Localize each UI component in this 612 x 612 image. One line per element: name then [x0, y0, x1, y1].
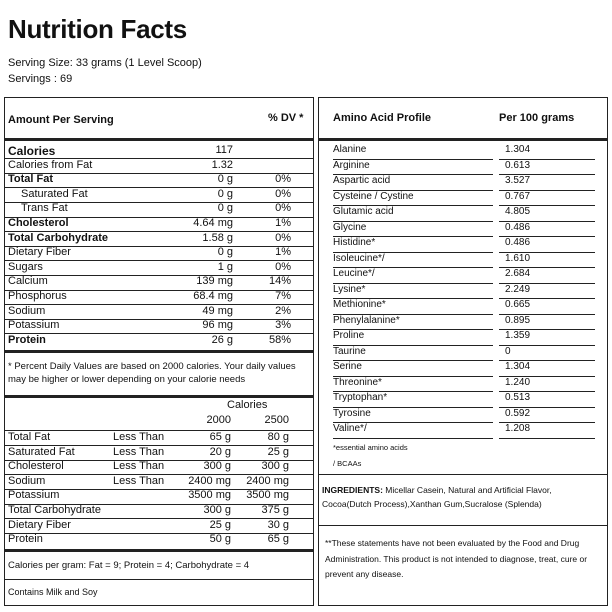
dv-table-bottom-divider — [5, 549, 313, 552]
amino-value-divider — [499, 438, 595, 439]
amino-acid-panel — [318, 97, 608, 606]
amino-value: 1.240 — [505, 376, 531, 388]
nutrient-value: 0 g — [217, 187, 233, 200]
nutrient-value: 49 mg — [202, 304, 233, 317]
allergen-divider — [5, 579, 313, 580]
amino-name: Valine*/ — [333, 423, 367, 434]
amino-value-divider — [499, 345, 595, 346]
nutrient-label: Total Carbohydrate — [8, 231, 109, 244]
amino-value: 0 — [505, 345, 511, 357]
dv-row-2500: 2400 mg — [246, 474, 289, 487]
nutrient-label: Saturated Fat — [21, 187, 88, 200]
nutrient-dv: 3% — [275, 319, 291, 332]
dv-row-label: Sodium — [8, 474, 46, 487]
nutrient-dv: 0% — [275, 173, 291, 186]
dv-row-label: Dietary Fiber — [8, 518, 71, 531]
dv-row-2000: 50 g — [209, 533, 231, 546]
amino-value: 1.610 — [505, 252, 531, 264]
amino-value: 1.304 — [505, 144, 531, 155]
dv-row-2000: 25 g — [209, 518, 231, 531]
per-100-grams-header: Per 100 grams — [499, 112, 575, 124]
amino-name: Tyrosine — [333, 407, 371, 419]
amino-value: 0.613 — [505, 159, 531, 171]
nutrient-value: 0 g — [217, 246, 233, 259]
amino-name: Lysine* — [333, 283, 366, 295]
amino-name: Phenylalanine* — [333, 314, 400, 326]
ingredients — [322, 483, 600, 511]
amino-value: 0.486 — [505, 221, 531, 233]
nutrient-dv: 7% — [275, 290, 291, 302]
nutrient-label: Protein — [8, 333, 46, 346]
nutrient-dv: 0% — [275, 202, 291, 215]
allergen-statement: Contains Milk and Soy — [8, 587, 98, 597]
notes-divider — [319, 474, 607, 475]
dv-row-label: Potassium — [8, 489, 60, 502]
amino-name: Aspartic acid — [333, 175, 391, 186]
dv-row-label: Saturated Fat — [8, 445, 75, 458]
dv-row-2000: 2400 mg — [188, 474, 231, 487]
nutrient-dv: 1% — [275, 217, 291, 229]
nutrient-label: Total Fat — [8, 173, 54, 186]
amino-value: 0.592 — [505, 407, 531, 419]
amino-value: 3.527 — [505, 175, 531, 186]
amino-name: Leucine*/ — [333, 268, 375, 279]
dv-col-2500: 2500 — [264, 414, 289, 426]
dv-row-label: Protein — [8, 533, 43, 546]
bcaa-note: / BCAAs — [333, 459, 362, 468]
nutrient-label: Calories from Fat — [8, 158, 93, 171]
nutrient-label: Dietary Fiber — [8, 246, 71, 259]
dv-row-qualifier: Less Than — [113, 474, 165, 487]
amount-per-serving-header: Amount Per Serving — [8, 114, 114, 126]
amino-name: Tryptophan* — [333, 392, 388, 403]
header-divider — [5, 138, 313, 141]
amino-value: 1.208 — [505, 423, 531, 434]
amino-name: Glycine — [333, 221, 367, 233]
nutrient-dv: 1% — [275, 246, 291, 259]
dv-row-2500: 300 g — [261, 460, 289, 473]
calories-per-gram: Calories per gram: Fat = 9; Protein = 4; Carbohydrate = 4 — [8, 560, 250, 571]
dv-footnote: * Percent Daily Values are based on 2000 calories. Your daily values may be higher or lower depending on your calorie needs — [8, 361, 296, 385]
dv-row-qualifier: Less Than — [113, 460, 165, 473]
nutrient-value: 117 — [215, 144, 233, 156]
amino-name: Arginine — [333, 159, 370, 171]
nutrient-value: 4.64 mg — [193, 217, 233, 229]
nutrient-label: Potassium — [8, 319, 60, 332]
nutrient-label: Phosphorus — [8, 290, 67, 302]
essential-note: *essential amino acids — [333, 443, 408, 452]
nutrient-dv: 0% — [275, 231, 291, 244]
amino-value: 0.767 — [505, 190, 531, 202]
amino-value: 4.805 — [505, 206, 531, 217]
dv-row-2500: 25 g — [267, 445, 289, 458]
nutrient-value: 0 g — [217, 173, 233, 186]
nutrient-label: Calcium — [8, 275, 48, 288]
amino-value: 0.665 — [505, 299, 531, 310]
dv-col-2000: 2000 — [206, 414, 231, 426]
dv-row-label: Total Carbohydrate — [8, 504, 101, 516]
amino-name: Isoleucine*/ — [333, 252, 385, 264]
amino-value: 0.895 — [505, 314, 531, 326]
dv-row-2000: 3500 mg — [188, 489, 231, 502]
nutrient-value: 1.58 g — [202, 231, 233, 244]
nutrient-value: 139 mg — [196, 275, 233, 288]
page-title: Nutrition Facts — [8, 14, 187, 44]
amino-name: Glutamic acid — [333, 206, 394, 217]
nutrient-value: 1.32 — [211, 158, 233, 171]
rows-bottom-divider — [5, 350, 313, 353]
ingredients-label: INGREDIENTS: — [322, 485, 383, 495]
nutrient-label: Sodium — [8, 304, 46, 317]
dv-row-qualifier: Less Than — [113, 431, 165, 443]
nutrient-label: Sugars — [8, 260, 43, 273]
amino-name: Methionine* — [333, 299, 386, 310]
ingredients-divider — [319, 525, 607, 526]
amino-name: Serine — [333, 361, 362, 372]
dv-row-2500: 80 g — [267, 431, 289, 443]
amino-name: Proline — [333, 330, 365, 341]
dv-row-2000: 300 g — [203, 504, 231, 516]
amino-profile-header: Amino Acid Profile — [333, 112, 431, 124]
amino-value: 0.513 — [505, 392, 531, 403]
amino-name-divider — [333, 438, 493, 439]
nutrient-dv: 2% — [275, 304, 291, 317]
servings: Servings : 69 — [8, 73, 73, 85]
nutrient-value: 0 g — [217, 202, 233, 215]
amino-value: 1.304 — [505, 361, 531, 372]
nutrient-value: 68.4 mg — [193, 290, 233, 302]
nutrient-dv: 58% — [268, 333, 291, 346]
amino-header-divider — [319, 138, 607, 141]
amino-name: Threonine* — [333, 376, 382, 388]
nutrition-panel — [4, 97, 314, 606]
nutrient-label: Calories — [8, 144, 56, 158]
dv-calories-label: Calories — [227, 399, 268, 411]
dv-row-2500: 65 g — [267, 533, 289, 546]
dv-row-label: Total Fat — [8, 431, 51, 443]
amino-value: 1.359 — [505, 330, 531, 341]
amino-value: 2.684 — [505, 268, 531, 279]
amino-name: Taurine — [333, 345, 366, 357]
dv-row-qualifier: Less Than — [113, 445, 165, 458]
nutrient-label: Cholesterol — [8, 217, 69, 229]
amino-name: Histidine* — [333, 237, 376, 248]
fda-disclaimer: **These statements have not been evaluated by the Food and Drug Administration. This product is not intended to diagnose, treat, cure or prevent any disease. — [325, 538, 588, 579]
dv-row-2000: 65 g — [209, 431, 231, 443]
dv-row-2000: 20 g — [209, 445, 231, 458]
amino-name: Cysteine / Cystine — [333, 190, 414, 202]
dv-row-2000: 300 g — [203, 460, 231, 473]
amino-value: 2.249 — [505, 283, 531, 295]
amino-name: Alanine — [333, 144, 367, 155]
dv-row-2500: 375 g — [261, 504, 289, 516]
dv-row-label: Cholesterol — [8, 460, 64, 473]
serving-size: Serving Size: 33 grams (1 Level Scoop) — [8, 57, 202, 69]
footnote-divider — [5, 395, 313, 398]
amino-value: 0.486 — [505, 237, 531, 248]
nutrient-value: 1 g — [217, 260, 233, 273]
nutrient-dv: 0% — [275, 260, 291, 273]
nutrient-label: Trans Fat — [21, 202, 68, 215]
nutrient-value: 26 g — [211, 333, 233, 346]
dv-header: % DV * — [268, 112, 304, 124]
nutrient-value: 96 mg — [202, 319, 233, 332]
dv-row-2500: 3500 mg — [246, 489, 289, 502]
nutrient-dv: 0% — [275, 187, 291, 200]
nutrient-dv: 14% — [268, 275, 291, 288]
ingredients-text: Micellar Casein, Natural and Artificial Flavor, Cocoa(Dutch Process),Xanthan Gum,Sucralose (Splenda) — [322, 485, 552, 509]
dv-row-2500: 30 g — [267, 518, 289, 531]
